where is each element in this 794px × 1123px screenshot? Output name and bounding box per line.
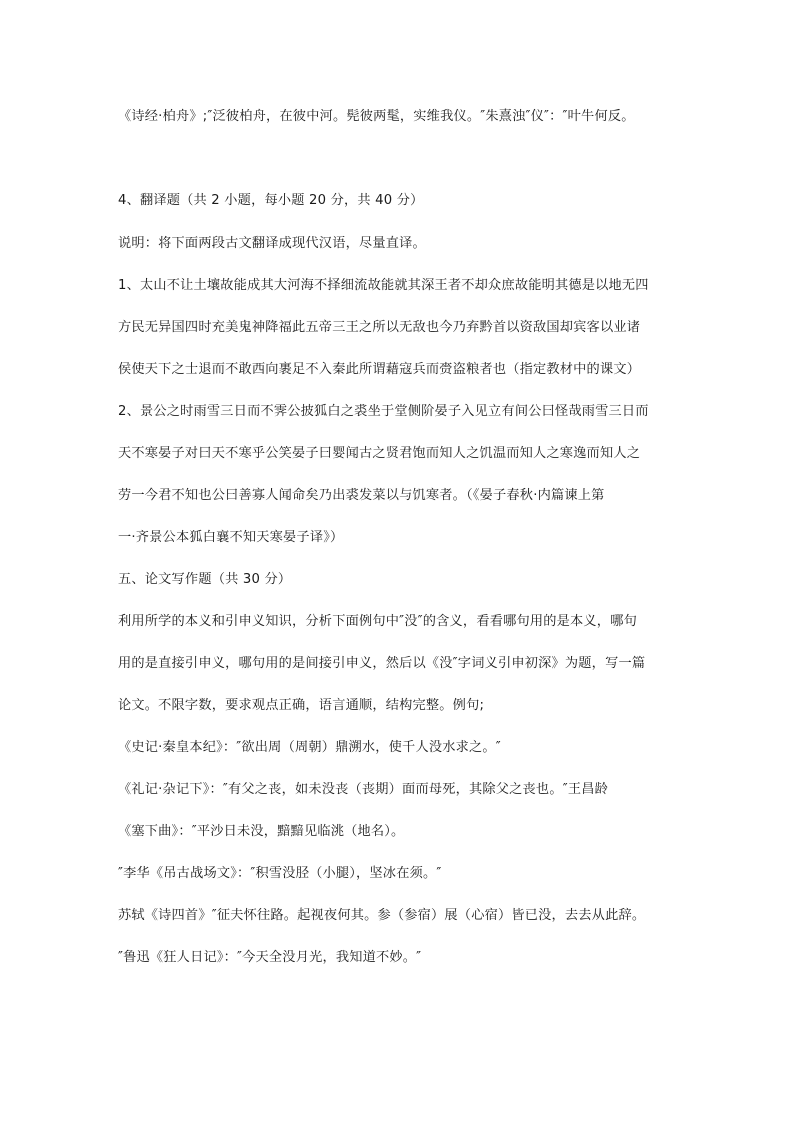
essay-instruction-line-2: 用的是直接引申义，哪句用的是间接引申义，然后以《没″字词义引申初深》为题，写一篇: [118, 656, 646, 671]
section-heading-translation: 4、翻译题（共 2 小题，每小题 20 分，共 40 分）: [118, 193, 424, 208]
passage-2-line-4: 一·齐景公本狐白襄不知天寒晏子译》）: [118, 530, 344, 545]
instruction-text: 说明：将下面两段古文翻译成现代汉语，尽量直译。: [118, 236, 426, 251]
essay-instruction-line-3: 论文。不限字数，要求观点正确，语言通顺，结构完整。例句;: [118, 698, 485, 713]
example-lu-xun: ″鲁迅《狂人日记》：″今天全没月光，我知道不妙。″: [118, 950, 422, 965]
passage-1-line-2: 方民无异国四时充美鬼神降福此五帝三王之所以无敌也今乃弃黔首以资敌国却宾客以业诸: [118, 320, 641, 335]
passage-1-line-3: 侯使天下之士退而不敢西向裹足不入秦此所谓藉寇兵而赍盗粮者也（指定教材中的课文）: [118, 362, 641, 377]
essay-instruction-line-1: 利用所学的本义和引申义知识，分析下面例句中″没″的含义，看看哪句用的是本义，哪句: [118, 614, 637, 629]
example-liji: 《礼记·杂记下》：″有父之丧，如未没丧（丧期）面而母死，其除父之丧也。″王昌龄: [118, 782, 608, 797]
passage-2-line-2: 天不寒晏子对曰天不寒乎公笑晏子曰婴闻古之贤君饱而知人之饥温而知人之寒逸而知人之: [118, 446, 641, 461]
example-saixiaqu: 《塞下曲》：″平沙日未没，黯黯见临洮（地名）。: [118, 824, 405, 839]
text-line-shijing-bozhou: 《诗经·柏舟》;″泛彼柏舟，在彼中河。髡彼两髦，实维我仪。″朱熹浊″仪″：″叶牛何反。: [118, 109, 635, 124]
example-su-shi: 苏轼《诗四首》″征夫怀往路。起视夜何其。参（参宿）展（心宿）皆已没，去去从此辞。: [118, 908, 646, 923]
passage-1-line-1: 1、太山不让土壤故能成其大河海不择细流故能就其深王者不却众庶故能明其德是以地无四: [118, 278, 649, 293]
section-heading-essay: 五、论文写作题（共 30 分）: [118, 572, 292, 587]
example-li-hua: ″李华《吊古战场文》：″积雪没胫（小腿），坚冰在须。″: [118, 866, 442, 881]
example-shiji: 《史记·秦皇本纪》：″欲出周（周朝）鼎溯水，使千人没水求之。″: [118, 740, 501, 755]
passage-2-line-1: 2、景公之时雨雪三日而不霁公披狐白之裘坐于堂侧阶晏子入见立有间公曰怪哉雨雪三日而: [118, 404, 649, 419]
passage-2-line-3: 劳一今君不知也公曰善寡人闻命矣乃出裘发菜以与饥寒者。（《晏子春秋·内篇谏上第: [118, 488, 605, 503]
